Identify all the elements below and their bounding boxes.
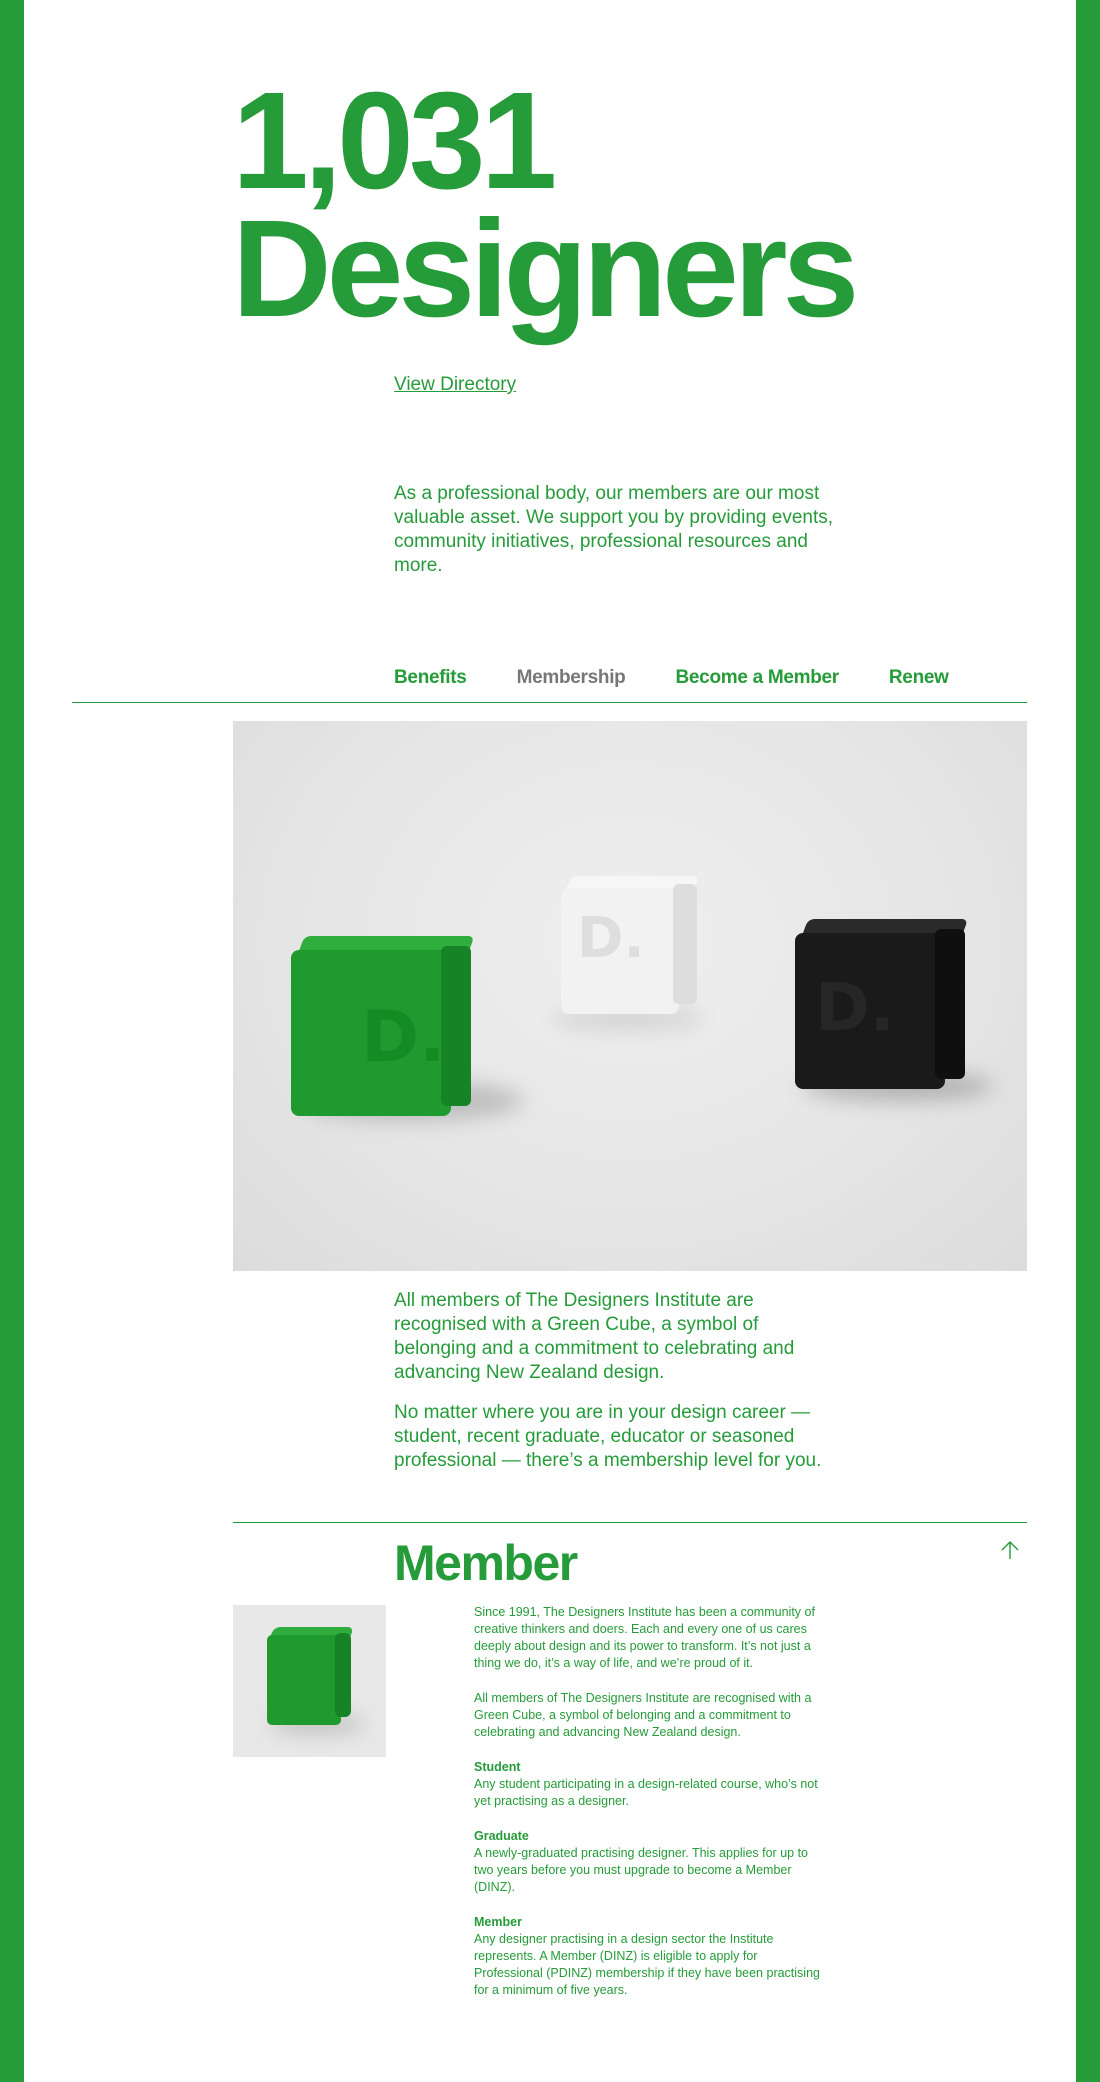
tab-become-a-member[interactable]: Become a Member — [675, 667, 839, 688]
white-cube-logo: D. — [577, 906, 645, 971]
subnav-divider — [72, 702, 1027, 703]
member-details — [474, 1604, 829, 2017]
level-student — [474, 1759, 829, 1810]
thumbnail-green-cube — [267, 1627, 353, 1727]
level-title: Student — [474, 1760, 521, 1774]
green-cube-paragraph: All members of The Designers Institute are recognised with a Green Cube, a symbol of belonging and a commitment to celebrating and advancing New Zealand design. — [394, 1290, 795, 1383]
member-cube-thumbnail — [233, 1605, 386, 1757]
cubes-photo — [233, 721, 1027, 1271]
tab-benefits[interactable]: Benefits — [394, 667, 467, 688]
member-heading: Member — [394, 1535, 577, 1591]
designer-count: 1,031 — [232, 64, 553, 218]
green-cube-logo: D. — [361, 996, 446, 1078]
level-graduate — [474, 1828, 829, 1896]
arrow-up-icon[interactable] — [998, 1538, 1022, 1562]
tab-membership[interactable]: Membership — [516, 667, 626, 688]
right-green-border — [1076, 0, 1100, 2082]
member-intro-2: All members of The Designers Institute are recognised with a Green Cube, a symbol of belonging and a commitment to celebrating and advancing New Zealand design. — [474, 1691, 812, 1739]
level-description: Any student participating in a design-related course, who’s not yet practising as a designer. — [474, 1777, 818, 1808]
level-description: Any designer practising in a design sector the Institute represents. A Member (DINZ) is eligible to apply for Professional (PDINZ) membership if they have been practising for a minimum of five years. — [474, 1932, 820, 1997]
view-directory-link[interactable]: View Directory — [394, 374, 517, 395]
membership-subnav — [394, 667, 949, 689]
black-cube — [795, 919, 967, 1091]
black-cube-logo: D. — [815, 969, 895, 1046]
level-title: Graduate — [474, 1829, 529, 1843]
left-green-border — [0, 0, 24, 2082]
green-cube — [291, 936, 481, 1116]
intro-paragraph: As a professional body, our members are our most valuable asset. We support you by providing events, community initiatives, professional resources and more. — [394, 483, 834, 576]
white-cube — [561, 876, 701, 1016]
level-description: A newly-graduated practising designer. This applies for up to two years before you must upgrade to become a Member (DINZ). — [474, 1846, 808, 1894]
level-title: Member — [474, 1915, 522, 1929]
member-section-divider — [233, 1522, 1027, 1523]
level-member — [474, 1914, 829, 1999]
designers-heading: Designers — [232, 192, 855, 346]
member-intro-1: Since 1991, The Designers Institute has been a community of creative thinkers and doers. Each and every one of us cares deeply about design and its power to transform. It’s not just a thing we do, it’s a way of life, and we’re proud of it. — [474, 1605, 815, 1670]
career-paragraph: No matter where you are in your design career — student, recent graduate, educator or seasoned professional — there’s a membership level for you. — [394, 1402, 822, 1471]
tab-renew[interactable]: Renew — [888, 667, 949, 688]
